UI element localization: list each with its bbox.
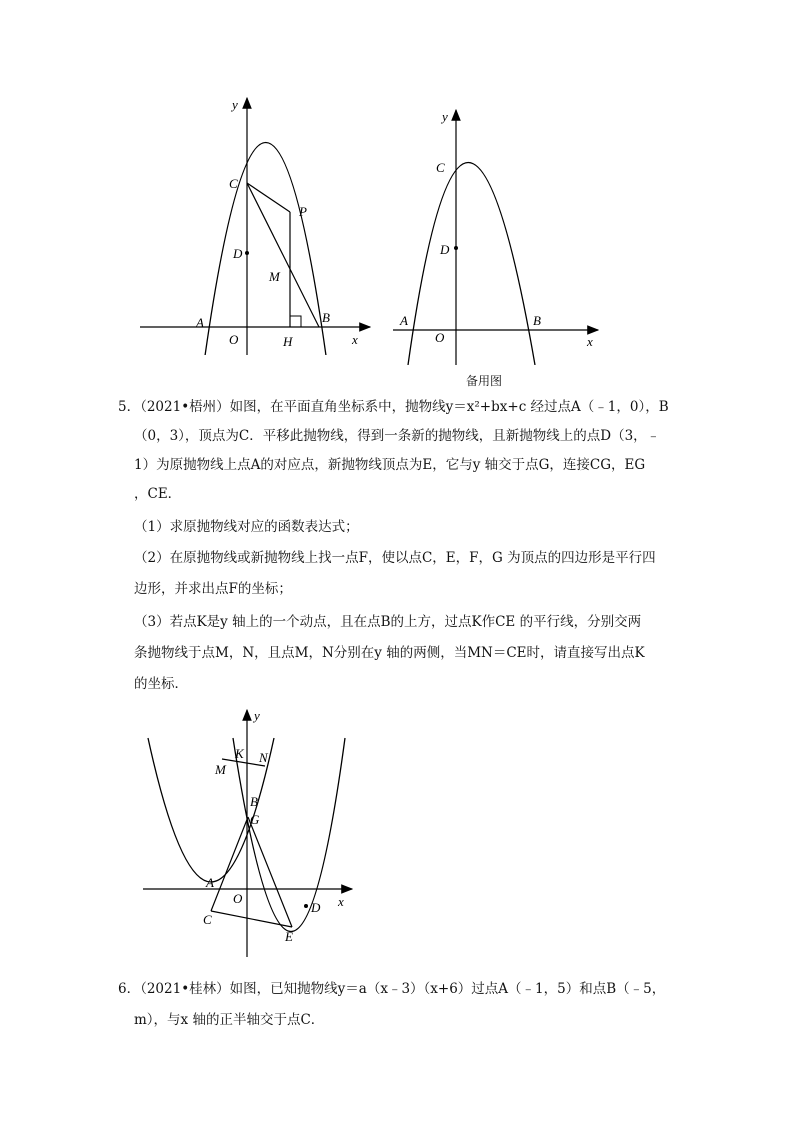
label-g: G [250,812,260,827]
label-d: D [311,900,321,915]
segment-cg [211,817,248,911]
parabola-curve [408,163,535,366]
problem-6-line-1: 6．（2021•桂林）如图，已知抛物线y＝a（x﹣3）（x+6）过点A（﹣1，5）和点B（﹣5， [118,981,666,997]
point-d-dot [454,246,458,250]
label-c: C [229,176,238,191]
figure-2-backup-diagram [390,100,605,365]
label-e: E [285,929,293,944]
segment-cp [247,183,290,212]
label-c: C [436,160,445,175]
label-y: y [442,109,448,124]
segment-ce [211,911,292,927]
label-n: N [259,750,268,765]
label-m: M [269,269,280,284]
label-o: O [435,330,445,345]
problem-5-line-3: 1）为原抛物线上点A的对应点，新抛物线顶点为E，它与y 轴交于点G，连接CG，EG [134,457,646,473]
original-parabola [148,738,274,882]
label-b: B [250,794,258,809]
label-h: H [283,334,293,349]
label-c: C [203,912,212,927]
label-m: M [215,762,226,777]
label-k: K [235,746,244,761]
figure-1-parabola-diagram [130,90,380,355]
label-a: A [400,313,408,328]
label-x: x [338,894,344,909]
label-b: B [533,313,541,328]
new-parabola [233,738,345,932]
label-a: A [196,315,204,330]
point-d-dot [304,904,308,908]
label-p: P [299,204,307,219]
label-a: A [206,875,214,890]
problem-5-line-1: 5．（2021•梧州）如图，在平面直角坐标系中，抛物线y＝x²+bx+c 经过点A（﹣1，0），B [118,399,669,415]
label-d: D [440,242,450,257]
figure-3-two-parabolas-diagram [140,705,360,960]
label-y: y [232,97,238,112]
problem-5-question-3c: 的坐标． [134,676,188,692]
figure-caption: 备用图 [466,374,503,388]
problem-5-question-2b: 边形，并求出点F的坐标； [134,581,292,597]
problem-6-line-2: m），与x 轴的正半轴交于点C． [134,1012,325,1028]
problem-5-question-2a: （2）在原抛物线或新抛物线上找一点F，使以点C，E，F，G 为顶点的四边形是平行四 [134,550,656,566]
point-d-dot [245,251,249,255]
problem-5-question-3a: （3）若点K是y 轴上的一个动点，且在点B的上方，过点K作CE 的平行线，分别交两 [134,614,642,630]
label-y: y [254,708,260,723]
problem-5-question-3b: 条抛物线于点M，N，且点M，N分别在y 轴的两侧，当MN＝CE时，请直接写出点K [134,645,645,661]
segment-cb [247,183,319,327]
problem-5-question-1: （1）求原抛物线对应的函数表达式； [134,519,359,535]
label-x: x [587,334,593,349]
label-o: O [233,891,243,906]
parabola-curve [203,143,328,356]
right-angle-mark [290,316,301,327]
problem-5-line-4: ，CE． [134,486,182,502]
problem-5-line-2: （0，3），顶点为C．平移此抛物线，得到一条新的抛物线，且新抛物线上的点D（3，﹣ [134,428,661,444]
segment-eg [248,817,292,927]
label-b: B [322,310,330,325]
label-o: O [229,332,239,347]
label-x: x [352,332,358,347]
label-d: D [233,246,243,261]
